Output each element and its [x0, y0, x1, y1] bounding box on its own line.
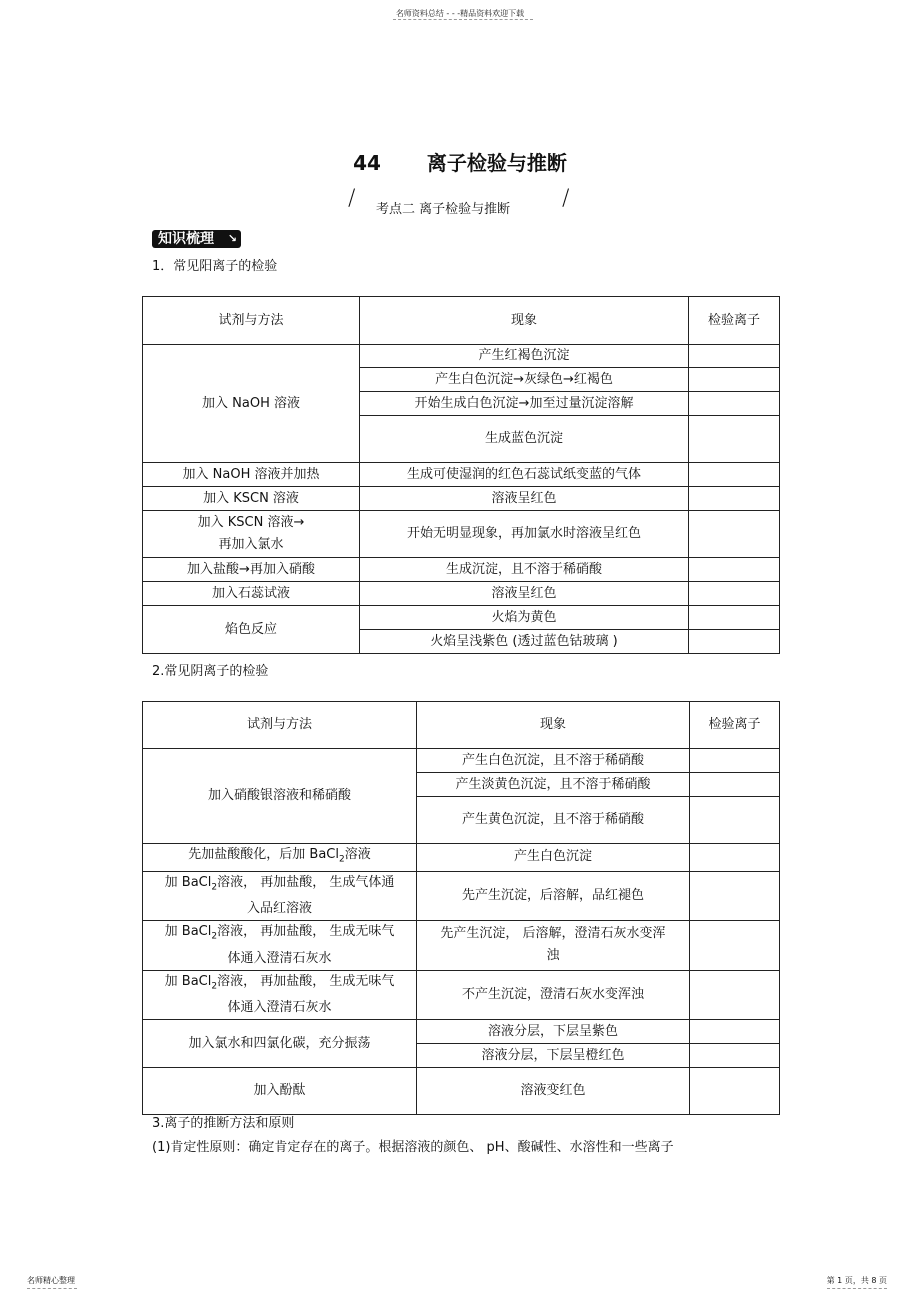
ion-cell	[689, 558, 780, 582]
effect-cell: 产生白色沉淀，且不溶于稀硝酸	[417, 749, 690, 773]
effect-cell: 产生红褐色沉淀	[360, 345, 689, 368]
effect-cell: 溶液呈红色	[360, 487, 689, 511]
reagent-text: 加 BaCl	[164, 874, 212, 890]
reagent-cell: 加入盐酸→再加入硝酸	[143, 558, 360, 582]
cation-table	[142, 296, 780, 654]
section1-heading: 1．常见阳离子的检验	[152, 259, 278, 274]
title-number: 44	[353, 151, 381, 175]
subtitle	[348, 186, 578, 217]
reagent-text: 先加盐酸酸化，后加 BaCl	[188, 847, 339, 862]
table-row	[143, 844, 780, 872]
reagent-line: 再加入氯水	[218, 537, 284, 552]
effect-cell: 溶液变红色	[417, 1068, 690, 1115]
subscript: 2	[211, 931, 218, 942]
effect-cell: 溶液分层，下层呈橙红色	[417, 1044, 690, 1068]
reagent-text: 加 BaCl	[164, 973, 212, 989]
arrow-icon: ↘	[227, 232, 237, 245]
table-row	[143, 463, 780, 487]
reagent-cell: 加入氯水和四氯化碳，充分振荡	[143, 1020, 417, 1068]
table-header-row	[143, 702, 780, 749]
reagent-cell: 加入 NaOH 溶液并加热	[143, 463, 360, 487]
table-row	[143, 582, 780, 606]
table-row	[143, 871, 780, 921]
ion-cell	[689, 582, 780, 606]
header-cell: 现象	[417, 702, 690, 749]
ion-cell	[690, 749, 780, 773]
ion-cell	[690, 1068, 780, 1115]
footer-divider-right	[827, 1288, 887, 1289]
table-header-row	[143, 297, 780, 345]
reagent-cell: 加入石蕊试液	[143, 582, 360, 606]
reagent-text: 溶液， 再加盐酸， 生成无味气	[217, 924, 395, 940]
effect-cell: 开始生成白色沉淀→加至过量沉淀溶解	[360, 392, 689, 416]
reagent-line: 入品红溶液	[246, 901, 312, 917]
ion-cell	[689, 463, 780, 487]
header-cell: 试剂与方法	[143, 702, 417, 749]
section3-heading: 3.离子的推断方法和原则	[152, 1116, 295, 1131]
ion-cell	[690, 844, 780, 872]
effect-cell: 生成沉淀，且不溶于稀硝酸	[360, 558, 689, 582]
table-row	[143, 345, 780, 368]
ion-cell	[689, 487, 780, 511]
effect-cell: 溶液呈红色	[360, 582, 689, 606]
header-note: 名师资料总结 - - -精品资料欢迎下载	[395, 9, 525, 18]
ion-cell	[690, 773, 780, 797]
effect-cell: 开始无明显现象，再加氯水时溶液呈红色	[360, 511, 689, 558]
effect-cell: 产生白色沉淀→灰绿色→红褐色	[360, 368, 689, 392]
knowledge-badge	[152, 230, 241, 248]
header-divider	[393, 19, 533, 20]
reagent-text: 加 BaCl	[164, 924, 212, 940]
effect-cell: 溶液分层，下层呈紫色	[417, 1020, 690, 1044]
subscript: 2	[211, 981, 218, 992]
anion-table	[142, 701, 780, 1115]
reagent-text: 溶液	[344, 847, 371, 862]
badge-label: 知识梳理	[158, 231, 214, 247]
reagent-cell	[143, 921, 417, 971]
header-cell: 检验离子	[690, 702, 780, 749]
ion-cell	[689, 368, 780, 392]
header-cell: 试剂与方法	[143, 297, 360, 345]
table-row	[143, 921, 780, 971]
subscript: 2	[338, 854, 345, 865]
ion-cell	[689, 606, 780, 630]
reagent-cell	[143, 511, 360, 558]
table-row	[143, 511, 780, 558]
effect-cell	[417, 921, 690, 971]
ion-cell	[690, 1044, 780, 1068]
reagent-line	[147, 971, 412, 998]
ion-cell	[689, 392, 780, 416]
ion-cell	[690, 797, 780, 844]
subscript: 2	[211, 882, 218, 893]
effect-cell: 不产生沉淀，澄清石灰水变浑浊	[417, 970, 690, 1020]
reagent-line	[147, 921, 412, 948]
ion-cell	[690, 970, 780, 1020]
effect-cell: 生成可使湿润的红色石蕊试纸变蓝的气体	[360, 463, 689, 487]
effect-cell: 产生淡黄色沉淀，且不溶于稀硝酸	[417, 773, 690, 797]
page-title	[0, 147, 920, 176]
reagent-cell	[143, 871, 417, 921]
slash-decoration-right: /	[562, 186, 570, 211]
reagent-cell: 加入 KSCN 溶液	[143, 487, 360, 511]
table-row	[143, 970, 780, 1020]
effect-cell: 产生黄色沉淀，且不溶于稀硝酸	[417, 797, 690, 844]
ion-cell	[689, 345, 780, 368]
slash-decoration-left: /	[348, 186, 356, 211]
ion-cell	[690, 1020, 780, 1044]
table-row	[143, 1020, 780, 1044]
table-row	[143, 1068, 780, 1115]
table-row	[143, 558, 780, 582]
reagent-cell: 焰色反应	[143, 606, 360, 654]
reagent-line: 体通入澄清石灰水	[227, 950, 332, 966]
reagent-cell	[143, 844, 417, 872]
reagent-cell: 加入 NaOH 溶液	[143, 345, 360, 463]
title-text: 离子检验与推断	[426, 151, 567, 175]
reagent-text: 溶液， 再加盐酸， 生成无味气	[217, 973, 395, 989]
reagent-line: 体通入澄清石灰水	[227, 1000, 332, 1016]
header-cell: 检验离子	[689, 297, 780, 345]
header-cell: 现象	[360, 297, 689, 345]
reagent-text: 溶液， 再加盐酸， 生成气体通	[217, 874, 395, 890]
table-row	[143, 749, 780, 773]
effect-line: 浊	[546, 948, 560, 964]
effect-cell: 先产生沉淀，后溶解，品红褪色	[417, 871, 690, 921]
table-row	[143, 487, 780, 511]
ion-cell	[689, 416, 780, 463]
footer-divider-left	[27, 1288, 77, 1289]
footer-left: 名师精心整理	[27, 1276, 75, 1285]
subtitle-text: 考点二 离子检验与推断	[376, 202, 511, 217]
ion-cell	[690, 871, 780, 921]
effect-cell: 火焰为黄色	[360, 606, 689, 630]
section2-heading: 2.常见阴离子的检验	[152, 664, 269, 679]
table-row	[143, 606, 780, 630]
reagent-line: 加入 KSCN 溶液→	[197, 515, 305, 530]
effect-cell: 火焰呈浅紫色 (透过蓝色钴玻璃 )	[360, 630, 689, 654]
ion-cell	[690, 921, 780, 971]
effect-line: 先产生沉淀， 后溶解，澄清石灰水变浑	[440, 926, 666, 942]
reagent-cell	[143, 970, 417, 1020]
effect-cell: 生成蓝色沉淀	[360, 416, 689, 463]
effect-cell: 产生白色沉淀	[417, 844, 690, 872]
page-number: 第 1 页，共 8 页	[826, 1276, 887, 1285]
ion-cell	[689, 511, 780, 558]
reagent-cell: 加入酚酞	[143, 1068, 417, 1115]
section3-paragraph: (1)肯定性原则：确定肯定存在的离子。根据溶液的颜色、 pH、酸碱性、水溶性和一些离子	[152, 1140, 674, 1155]
ion-cell	[689, 630, 780, 654]
reagent-cell: 加入硝酸银溶液和稀硝酸	[143, 749, 417, 844]
reagent-line	[147, 872, 412, 899]
